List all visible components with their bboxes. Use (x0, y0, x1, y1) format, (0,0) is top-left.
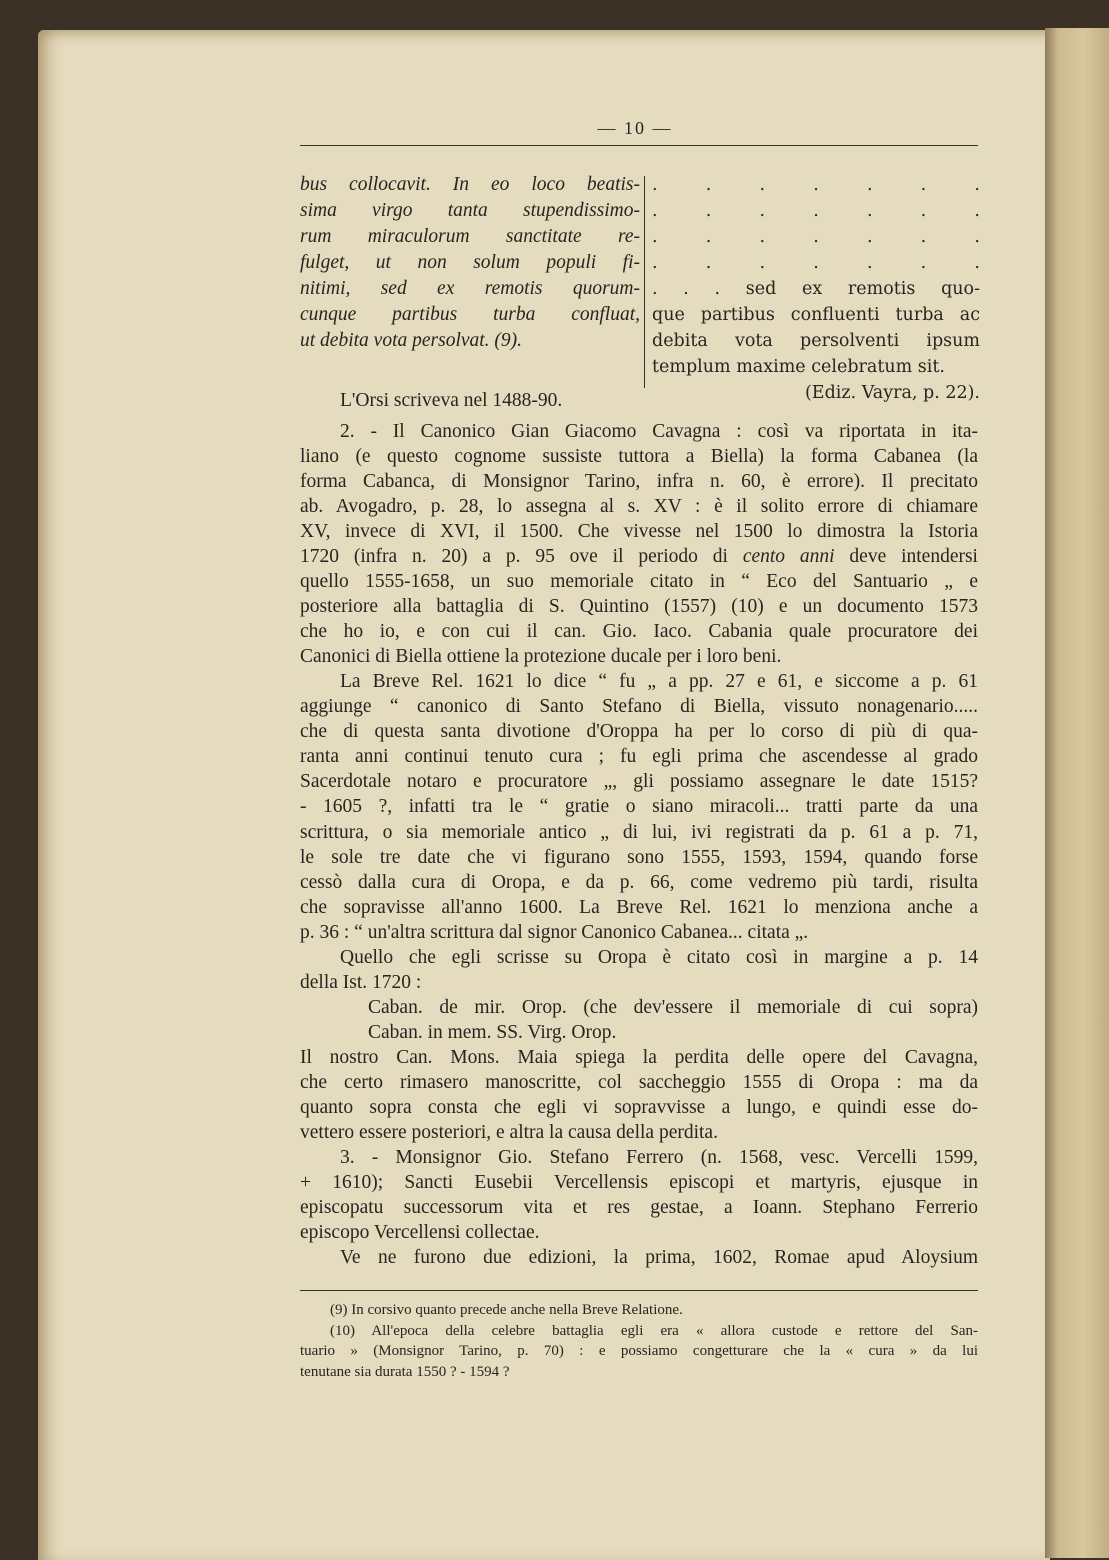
footnotes (300, 1300, 978, 1382)
text-segment: Ve ne furono due edizioni, la prima, 1602, Romae apud Aloysium (340, 1247, 978, 1269)
text-line (300, 995, 978, 1020)
footnote-line: tuario » (Monsignor Tarino, p. 70) : e possiamo congetturare che la « cura » da lui (300, 1343, 978, 1359)
text-segment: - 1605 ?, infatti tra le “ gratie o siano miracoli... tratti parte da una (300, 796, 978, 818)
text-segment: 3. - Monsignor Gio. Stefano Ferrero (n. 1568, vesc. Vercelli 1599, (340, 1146, 978, 1168)
text-line (300, 769, 978, 794)
text-segment: Quello che egli scrisse su Oropa è citato così in margine a p. 14 (340, 946, 978, 968)
text-line (300, 820, 978, 845)
text-line (300, 569, 978, 594)
text-segment: XV, invece di XVI, il 1500. Che vivesse nel 1500 lo dimostra la Istoria (300, 521, 978, 543)
text-line (300, 970, 978, 995)
body-text (300, 419, 978, 1270)
text-segment: le sole tre date che vi figurano sono 1555, 1593, 1594, quando forse (300, 846, 978, 868)
text-line (300, 1120, 978, 1145)
quote-line: debita vota persolventi ipsum (652, 331, 980, 351)
quote-line: . . . sed ex remotis quo- (652, 279, 980, 299)
text-line (300, 1020, 978, 1045)
text-line (300, 444, 978, 469)
text-segment: Canonici di Biella ottiene la protezione ducale per i loro beni. (300, 646, 782, 668)
text-line (300, 895, 978, 920)
text-segment: episcopatu successorum vita et res gestae, a Ioann. Stephano Ferrerio (300, 1196, 978, 1218)
text-segment: + 1610); Sancti Eusebii Vercellensis episcopi et martyris, ejusque in (300, 1171, 978, 1193)
footnote-line: (9) In corsivo quanto precede anche nella Breve Relatione. (330, 1302, 683, 1318)
vayra-edition-column (652, 172, 980, 406)
text-line (300, 1195, 978, 1220)
quote-line: . . . . . . . (652, 201, 980, 221)
text-line (300, 419, 978, 444)
text-line (300, 1220, 978, 1245)
quote-line: . . . . . . . (652, 227, 980, 247)
text-segment: episcopo Vercellensi collectae. (300, 1222, 540, 1243)
text-line (300, 494, 978, 519)
text-segment: Caban. de mir. Orop. (che dev'essere il memoriale di cui sopra) (368, 996, 978, 1018)
text-segment: liano (e questo cognome sussiste tuttora a Biella) la forma Cabanea (la (300, 446, 978, 468)
text-line (300, 694, 978, 719)
text-line (300, 870, 978, 895)
quote-line: ut debita vota persolvat. (9). (300, 330, 523, 351)
text-segment: Il nostro Can. Mons. Maia spiega la perdita delle opere del Cavagna, (300, 1046, 978, 1068)
footnote-line: tenutane sia durata 1550 ? - 1594 ? (300, 1363, 510, 1380)
text-segment: che di questa santa divotione d'Oroppa ha per lo corso di più di qua- (300, 721, 978, 743)
text-segment: Sacerdotale notaro e procuratore „, gli possiamo assegnare le date 1515? (300, 771, 978, 793)
text-segment: che certo rimasero manoscritte, col saccheggio 1555 di Oropa : ma da (300, 1071, 978, 1093)
footnote-line: (10) All'epoca della celebre battaglia egli era « allora custode e rettore del San- (330, 1322, 978, 1339)
text-line (300, 845, 978, 870)
text-line (300, 1070, 978, 1095)
text-segment: che sopravisse all'anno 1600. La Breve Rel. 1621 lo menziona anche a (300, 896, 978, 918)
text-segment: La Breve Rel. 1621 lo dice “ fu „ a pp. 27 e 61, e siccome a p. 61 (340, 671, 978, 693)
text-segment: deve intendersi (834, 546, 978, 568)
page-edge (1045, 28, 1109, 1558)
text-line (300, 669, 978, 694)
text-line (300, 920, 978, 945)
text-segment: Caban. in mem. SS. Virg. Orop. (368, 1021, 617, 1043)
quote-line: templum maxime celebratum sit. (652, 357, 945, 377)
quote-line: que partibus confluenti turba ac (652, 305, 980, 325)
text-line (300, 544, 978, 569)
text-segment: posteriore alla battaglia di S. Quintino (1557) (10) e un documento 1573 (300, 596, 978, 618)
quote-line: . . . . . . . (652, 175, 980, 195)
quote-line: fulget, ut non solum populi fi- (300, 252, 640, 273)
text-line (300, 1045, 978, 1070)
italic-text: cento anni (742, 546, 835, 568)
quote-line: sima virgo tanta stupendissimo- (300, 200, 640, 221)
quote-line: (Ediz. Vayra, p. 22). (804, 383, 980, 403)
text-segment: ab. Avogadro, p. 28, lo assegna al s. XV : è il solito errore di chiamare (300, 496, 978, 518)
text-line (300, 794, 978, 819)
text-segment: quello 1555-1658, un suo memoriale citato in “ Eco del Santuario „ e (300, 571, 978, 593)
quote-line: cunque partibus turba confluat, (300, 304, 640, 325)
text-line (300, 594, 978, 619)
column-divider (644, 176, 645, 388)
text-line (300, 619, 978, 644)
text-line (300, 1170, 978, 1195)
text-line (300, 469, 978, 494)
orsi-note: L'Orsi scriveva nel 1488-90. (340, 390, 563, 411)
footnote-rule (300, 1290, 978, 1291)
quote-line: . . . . . . . (652, 253, 980, 273)
quote-line: nitimi, sed ex remotis quorum- (300, 278, 640, 299)
quote-line: bus collocavit. In eo loco beatis- (300, 174, 640, 195)
quote-line: rum miraculorum sanctitate re- (300, 226, 640, 247)
text-segment: forma Cabanca, di Monsignor Tarino, infra n. 60, è errore). Il precitato (300, 471, 978, 493)
text-line (300, 1095, 978, 1120)
text-segment: scrittura, o sia memoriale antico „ di lui, ivi registrati da p. 61 a p. 71, (300, 821, 978, 843)
text-line (300, 644, 978, 669)
text-line (300, 744, 978, 769)
text-segment: 1720 (infra n. 20) a p. 95 ove il periodo di (300, 546, 743, 568)
text-segment: che ho io, e con cui il can. Gio. Iaco. Cabania quale procuratore dei (300, 621, 978, 643)
text-segment: cessò dalla cura di Oropa, e da p. 66, come vedremo più tardi, risulta (300, 871, 978, 893)
page-number: — 10 — (597, 118, 673, 138)
text-segment: p. 36 : “ un'altra scrittura dal signor Canonico Cabanea... citata „. (300, 921, 809, 943)
text-line (300, 519, 978, 544)
text-line (300, 1145, 978, 1170)
text-line (300, 719, 978, 744)
header-rule (300, 145, 978, 146)
text-segment: quanto sopra consta che egli vi sopravvisse a lungo, e quindi esse do- (300, 1096, 978, 1118)
text-line (300, 1245, 978, 1270)
text-segment: ranta anni continui tenuto cura ; fu egli prima che ascendesse al grado (300, 746, 978, 768)
text-segment: vettero essere posteriori, e altra la causa della perdita. (300, 1121, 718, 1143)
latin-quote-column (300, 172, 640, 354)
text-segment: 2. - Il Canonico Gian Giacomo Cavagna : così va riportata in ita- (340, 421, 978, 442)
text-segment: della Ist. 1720 : (300, 971, 422, 993)
text-segment: aggiunge “ canonico di Santo Stefano di Biella, vissuto nonagenario..... (300, 696, 978, 718)
text-line (300, 945, 978, 970)
